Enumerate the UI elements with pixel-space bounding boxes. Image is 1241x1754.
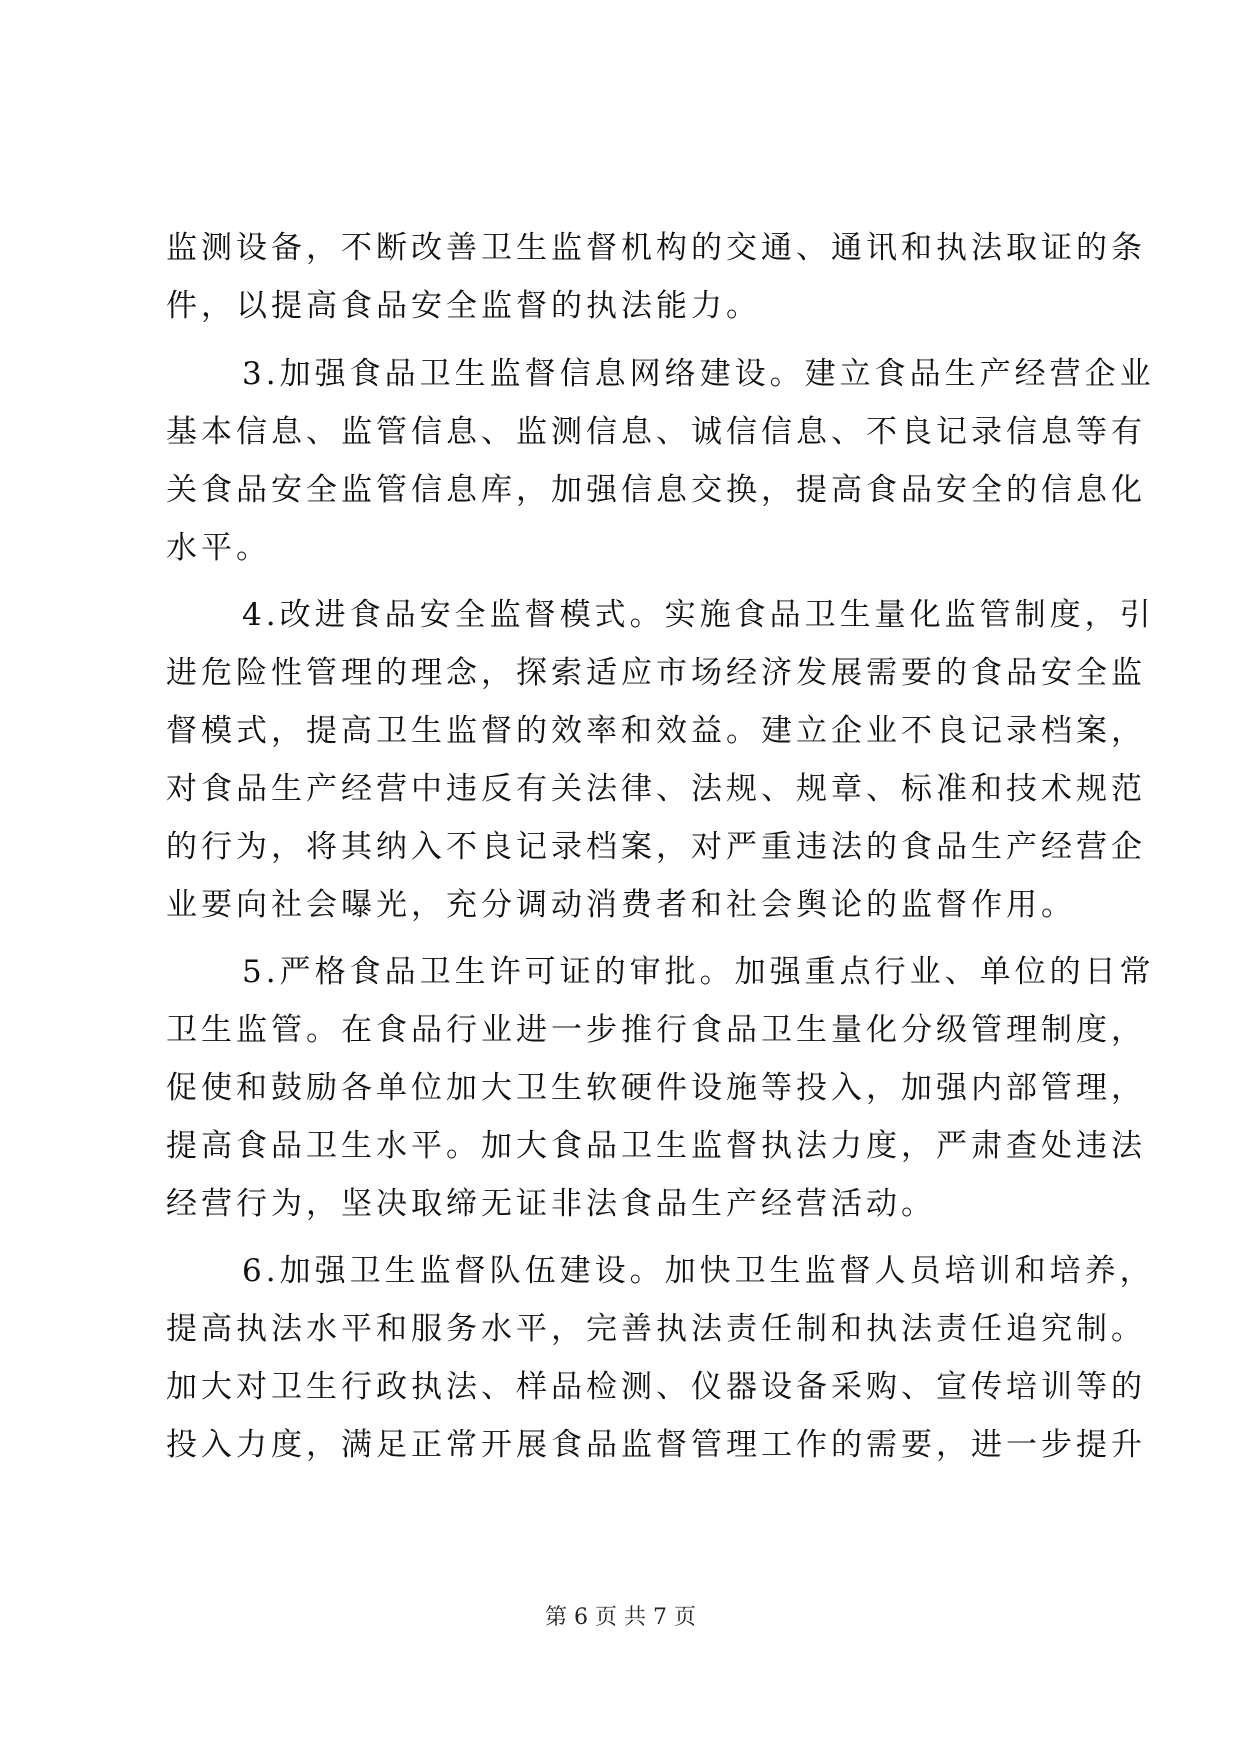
paragraph-start-line: 4.改进食品安全监督模式。实施食品卫生量化监管制度，引 xyxy=(242,597,1155,633)
paragraph-start-line: 5.严格食品卫生许可证的审批。加强重点行业、单位的日常 xyxy=(242,954,1155,990)
text-line: 提高食品卫生水平。加大食品卫生监督执法力度，严肃查处违法 xyxy=(166,1128,1146,1164)
text-line: 基本信息、监管信息、监测信息、诚信信息、不良记录信息等有 xyxy=(166,414,1146,450)
paragraph-start-line: 6.加强卫生监督队伍建设。加快卫生监督人员培训和培养， xyxy=(242,1253,1155,1289)
text-line: 提高执法水平和服务水平，完善执法责任制和执法责任追究制。 xyxy=(166,1311,1146,1347)
text-line: 件，以提高食品安全监督的执法能力。 xyxy=(166,288,761,324)
text-line: 关食品安全监管信息库，加强信息交换，提高食品安全的信息化 xyxy=(166,472,1146,508)
text-line: 投入力度，满足正常开展食品监督管理工作的需要，进一步提升 xyxy=(166,1427,1146,1463)
text-line: 经营行为，坚决取缔无证非法食品生产经营活动。 xyxy=(166,1186,936,1222)
text-line: 督模式，提高卫生监督的效率和效益。建立企业不良记录档案， xyxy=(166,713,1146,749)
text-line: 对食品生产经营中违反有关法律、法规、规章、标准和技术规范 xyxy=(166,771,1146,807)
text-line: 业要向社会曝光，充分调动消费者和社会舆论的监督作用。 xyxy=(166,887,1076,923)
paragraph-start-line: 3.加强食品卫生监督信息网络建设。建立食品生产经营企业 xyxy=(242,356,1155,392)
text-line: 水平。 xyxy=(166,530,271,566)
text-line: 的行为，将其纳入不良记录档案，对严重违法的食品生产经营企 xyxy=(166,829,1146,865)
text-line: 进危险性管理的理念，探索适应市场经济发展需要的食品安全监 xyxy=(166,655,1146,691)
page-number-footer: 第 6 页 共 7 页 xyxy=(545,1605,696,1630)
text-line: 监测设备，不断改善卫生监督机构的交通、通讯和执法取证的条 xyxy=(166,230,1146,266)
text-line: 促使和鼓励各单位加大卫生软硬件设施等投入，加强内部管理， xyxy=(166,1070,1146,1106)
text-line: 卫生监管。在食品行业进一步推行食品卫生量化分级管理制度， xyxy=(166,1012,1146,1048)
text-line: 加大对卫生行政执法、样品检测、仪器设备采购、宣传培训等的 xyxy=(166,1369,1146,1405)
